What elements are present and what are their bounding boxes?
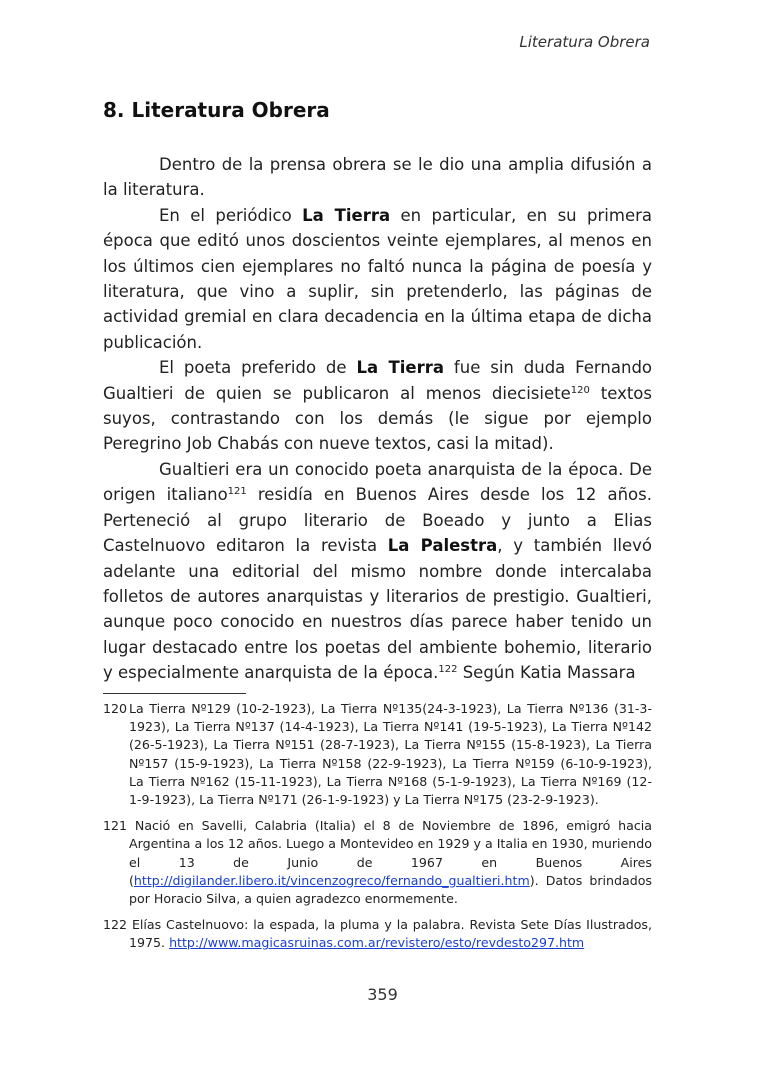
- page-number: 359: [367, 985, 398, 1004]
- magazine-title: La Palestra: [387, 536, 498, 556]
- paragraph-2-text-cont: en particular, en su primera época que editó unos doscientos veinte ejemplares, al menos en los últimos cien ejemplares no faltó nunca la página de poesía y literatura, que vino a suplir, sin pretenderlo, las páginas de actividad gremial en clara decadencia en la última etapa de dicha publicación.: [103, 205, 652, 352]
- section-title: 8. Literatura Obrera: [103, 98, 330, 122]
- footnote-number: 122: [103, 917, 128, 933]
- footnote-divider: [103, 693, 246, 694]
- footnote-link[interactable]: http://www.magicasruinas.com.ar/revistero/esto/revdesto297.htm: [169, 935, 585, 951]
- paragraph-4-text-cont: residía en Buenos Aires desde los 12 años. Perteneció al grupo literario de Boeado y junto a Elias Castelnuovo editaron la revista: [103, 485, 652, 556]
- paragraph-4-text: Gualtieri era un conocido poeta anarquista de la época. De origen italiano: [103, 459, 652, 505]
- footnotes: [103, 700, 652, 961]
- footnote-122: [103, 916, 652, 952]
- footnote-number: 120: [103, 701, 128, 716]
- paragraph-4-text-end: Según Katia Massara: [457, 663, 636, 683]
- paragraph-1-text: Dentro de la prensa obrera se le dio una amplia difusión a la literatura.: [103, 155, 652, 200]
- footnote-ref-121[interactable]: 121: [227, 486, 247, 498]
- footnote-ref-120[interactable]: 120: [570, 384, 590, 396]
- footnote-text: Elías Castelnuovo: la espada, la pluma y la palabra. Revista Sete Días Ilustrados, 1975.: [129, 917, 652, 951]
- running-header: Literatura Obrera: [519, 33, 650, 51]
- newspaper-title: La Tierra: [356, 358, 445, 378]
- footnote-text: La Tierra Nº129 (10-2-1923), La Tierra Nº135(24-3-1923), La Tierra Nº136 (31-3-1923), La Tierra Nº137 (14-4-1923), La Tierra Nº141 (19-5-1923), La Tierra Nº142 (26-5-1923), La Tierra Nº151 (28-7-1923), La Tierra Nº155 (15-8-1923), La Tierra Nº157 (15-9-1923), La Tierra Nº158 (22-9-1923), La Tierra Nº159 (6-10-9-1923), La Tierra Nº162 (15-11-1923), La Tierra Nº168 (5-1-9-1923), La Tierra Nº169 (12-1-9-1923), La Tierra Nº171 (26-1-9-1923) y La Tierra Nº175 (23-2-9-1923).: [129, 701, 652, 808]
- paragraph-3-text-end: textos suyos, contrastando con los demás (le sigue por ejemplo Peregrino Job Chabás con nueve textos, casi la mitad).: [103, 383, 652, 454]
- paragraph-1: [103, 152, 652, 203]
- footnote-text: Nació en Savelli, Calabria (Italia) el 8 de Noviembre de 1896, emigró hacia Argentina a los 12 años. Luego a Montevideo en 1929 y a Italia en 1930, muriendo el 13 de Junio de 1967 en Buenos Aires (: [129, 818, 652, 888]
- paragraph-4-text-cont2: , y también llevó adelante una editorial del mismo nombre donde intercalaba folletos de autores anarquistas y literarios de prestigio. Gualtieri, aunque poco conocido en nuestros días parece haber tenido un lugar destacado entre los poetas del ambiente bohemio, literario y especialmente anarquista de la época.: [103, 536, 652, 683]
- paragraph-4: [103, 457, 652, 686]
- footnote-121: [103, 817, 652, 908]
- footnote-link[interactable]: http://digilander.libero.it/vincenzogreco/fernando_gualtieri.htm: [133, 872, 530, 888]
- paragraph-2: [103, 203, 652, 355]
- footnote-ref-122[interactable]: 122: [438, 664, 458, 676]
- paragraph-3-text-cont: fue sin duda Fernando Gualtieri de quien se publicaron al menos diecisiete: [103, 358, 653, 403]
- paragraph-3: [103, 355, 652, 457]
- body-text: [103, 152, 652, 686]
- paragraph-3-text: El poeta preferido de: [159, 358, 357, 378]
- footnote-number: 121: [103, 818, 128, 834]
- paragraph-2-text: En el periódico: [159, 205, 303, 225]
- newspaper-title: La Tierra: [302, 205, 391, 225]
- footnote-text-end: ). Datos brindados por Horacio Silva, a quien agradezco enormemente.: [129, 872, 652, 907]
- footnote-120: [103, 700, 652, 809]
